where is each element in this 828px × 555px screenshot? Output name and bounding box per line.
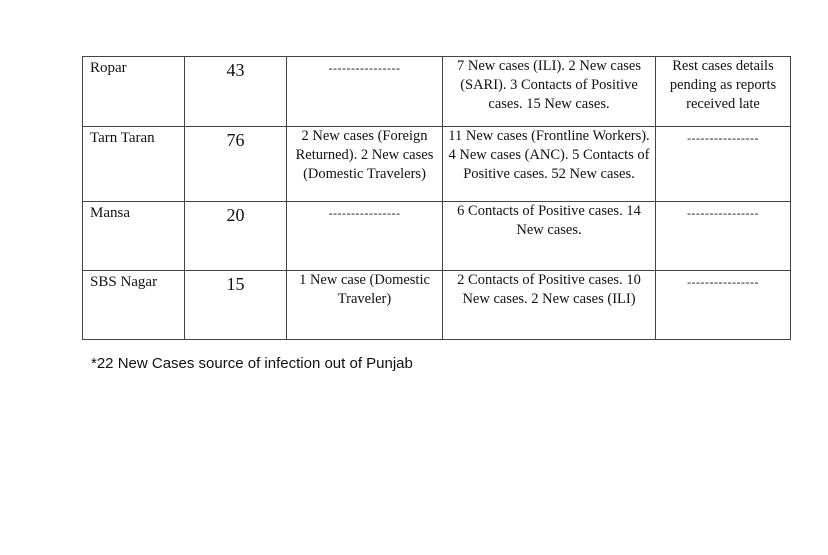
source-b-text: 2 Contacts of Positive cases. 10 New cases. 2 New cases (ILI) <box>457 272 641 307</box>
remarks-text: ---------------- <box>687 275 759 289</box>
source-b-text: 6 Contacts of Positive cases. 14 New cases. <box>457 203 641 238</box>
district-cell: SBS Nagar <box>83 271 185 340</box>
source-b-cell <box>443 57 656 127</box>
table-row <box>83 57 791 127</box>
case-count-cell: 20 <box>185 202 287 271</box>
district-cell: Mansa <box>83 202 185 271</box>
remarks-text: ---------------- <box>687 206 759 220</box>
source-b-text: 7 New cases (ILI). 2 New cases (SARI). 3 Contacts of Positive cases. 15 New cases. <box>457 58 641 112</box>
source-a-cell <box>287 202 443 271</box>
remarks-cell <box>656 271 791 340</box>
case-count-cell: 15 <box>185 271 287 340</box>
source-a-cell <box>287 127 443 202</box>
remarks-text: Rest cases details pending as reports received late <box>669 58 777 112</box>
case-count-cell: 43 <box>185 57 287 127</box>
table-row <box>83 127 791 202</box>
source-a-text: ---------------- <box>328 206 401 220</box>
source-b-cell <box>443 127 656 202</box>
source-a-cell <box>287 57 443 127</box>
remarks-text: ---------------- <box>687 131 759 145</box>
source-a-text: 1 New case (Domestic Traveler) <box>299 272 430 307</box>
source-b-text: 11 New cases (Frontline Workers). 4 New cases (ANC). 5 Contacts of Positive cases. 52 New cases. <box>448 128 650 182</box>
remarks-cell <box>656 202 791 271</box>
district-cell: Tarn Taran <box>83 127 185 202</box>
source-a-cell <box>287 271 443 340</box>
footnote: *22 New Cases source of infection out of Punjab <box>91 355 413 372</box>
source-a-text: ---------------- <box>328 61 401 75</box>
table-row <box>83 202 791 271</box>
source-b-cell <box>443 202 656 271</box>
remarks-cell <box>656 57 791 127</box>
remarks-cell <box>656 127 791 202</box>
district-cases-table <box>82 56 791 340</box>
table-row <box>83 271 791 340</box>
district-cell: Ropar <box>83 57 185 127</box>
source-a-text: 2 New cases (Foreign Returned). 2 New cases (Domestic Travelers) <box>295 128 434 182</box>
case-count-cell: 76 <box>185 127 287 202</box>
source-b-cell <box>443 271 656 340</box>
